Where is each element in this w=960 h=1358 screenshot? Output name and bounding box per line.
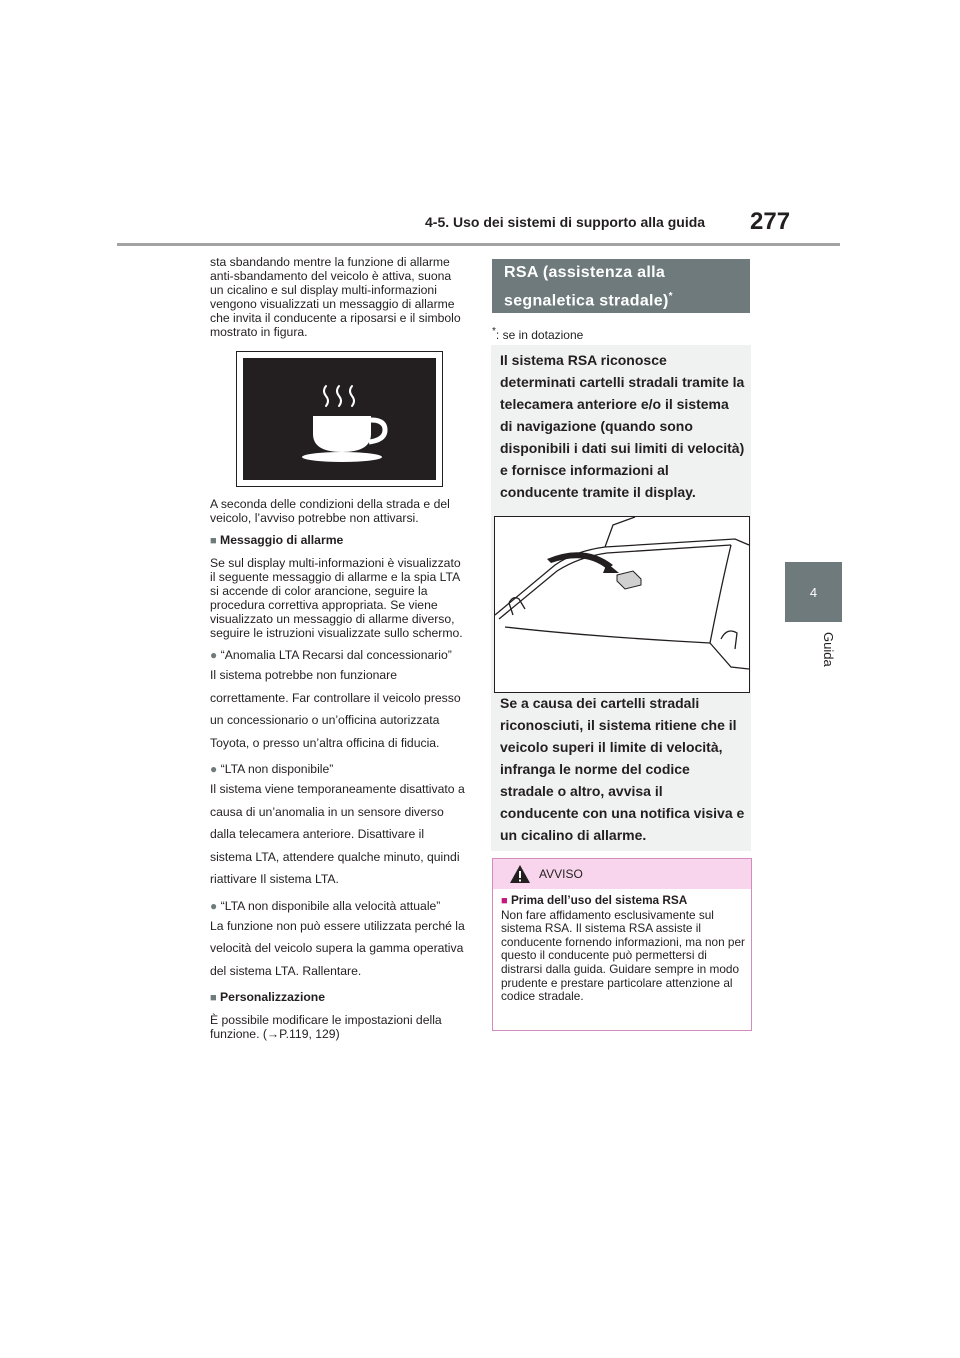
item1-title-text: “Anomalia LTA Recarsi dal concessionario” (220, 648, 452, 662)
item3-text: La funzione non può essere utilizzata perché la velocità del veicolo supera la gamma operativa del sistema LTA. Rallentare. (210, 918, 465, 978)
section-title: 4-5. Uso dei sistemi di supporto alla guida (425, 214, 706, 230)
avviso-header (493, 859, 751, 889)
avviso-heading-label: Prima dell’uso del sistema RSA (510, 893, 688, 907)
message-heading (210, 533, 466, 548)
intro-paragraph: sta sbandando mentre la funzione di allarme anti-sbandamento del veicolo è attiva, suona un cicalino e sul display multi-informazioni vengono visualizzati un messaggio di allarme che invita il conducente a riposarsi e il simbolo mostrato in figura. (210, 255, 461, 339)
item1-text: Il sistema potrebbe non funzionare correttamente. Far controllare il veicolo presso un concessionario o un’officina autorizzata Toyota, o presso un’altra officina di fiducia. (210, 668, 461, 750)
avviso-box (492, 858, 752, 1031)
circle-bullet-icon: ● (210, 762, 218, 776)
rsa-alert-description: Se a causa dei cartelli stradali riconosciuti, il sistema ritiene che il veicolo superi il limite di velocità, infranga le norme del codice stradale o altro, avvisa il conducente con una notifica visiva e un cicalino di allarme. (500, 695, 745, 843)
message-text: Se sul display multi-informazioni è visualizzato il seguente messaggio di allarme e la spia LTA si accende di color arancione, seguire la procedura correttiva appropriata. Se viene visualizzato un messaggio di allarme diverso, seguire le istruzioni visualizzate sullo schermo. (210, 556, 463, 640)
display-screen (243, 358, 436, 480)
rsa-title-line2: segnaletica stradale) (504, 292, 669, 310)
header-rule (117, 243, 840, 246)
after-figure-paragraph: A seconda delle condizioni della strada e del veicolo, l’avviso potrebbe non attivarsi. (210, 497, 450, 525)
square-bullet-icon: ■ (210, 535, 217, 547)
drowsiness-warning-figure (236, 351, 443, 487)
windshield-camera-figure (494, 516, 750, 693)
custom-heading (210, 990, 466, 1005)
left-column (210, 255, 466, 1049)
page-number: 277 (750, 208, 791, 235)
circle-bullet-icon: ● (210, 648, 218, 662)
custom-text: È possibile modificare le impostazioni della funzione. (→P.119, 129) (210, 1013, 442, 1041)
footnote (492, 326, 583, 342)
square-bullet-icon: ■ (501, 895, 508, 907)
chapter-label: Guida (821, 632, 836, 667)
avviso-text: Non fare affidamento esclusivamente sul sistema RSA. Il sistema RSA assiste il conducente fornendo informazioni, ma non per questo il conducente può permettersi di distrarsi dalla guida. Guidare sempre in modo prudente e prestare particolare attenzione al codice stradale. (501, 907, 745, 1004)
avviso-body (501, 894, 745, 1004)
item1-title (210, 648, 466, 662)
car-illustration (495, 517, 749, 692)
avviso-heading (501, 894, 745, 909)
item2-title (210, 762, 466, 776)
item2-title-text: “LTA non disponibile” (220, 762, 334, 776)
coffee-cup-icon (243, 358, 436, 480)
item2-text: Il sistema viene temporaneamente disattivato a causa di un’anomalia in un sensore diverso dalla telecamera anteriore. Disattivare il sistema LTA, attendere qualche minuto, quindi riattivare Il sistema LTA. (210, 782, 465, 886)
rsa-title-line1: RSA (assistenza alla (504, 264, 666, 281)
item3-title (210, 899, 466, 913)
rsa-section-title (492, 259, 750, 313)
square-bullet-icon: ■ (210, 992, 217, 1004)
item3-title-text: “LTA non disponibile alla velocità attuale” (220, 898, 441, 913)
circle-bullet-icon: ● (210, 898, 218, 913)
warning-triangle-icon (509, 864, 531, 884)
avviso-title: AVVISO (539, 867, 583, 881)
footnote-text: : se in dotazione (495, 328, 584, 342)
custom-heading-label: Personalizzazione (220, 990, 326, 1004)
message-heading-label: Messaggio di allarme (220, 533, 344, 547)
rsa-description: Il sistema RSA riconosce determinati cartelli stradali tramite la telecamera anteriore e/o il sistema di navigazione (quando sono disponibili i dati sui limiti di velocità) e fornisce informazioni al conducente tramite il display. (500, 352, 745, 500)
rsa-title-line2-wrap (504, 285, 750, 313)
chapter-tab: 4 (785, 562, 842, 622)
footnote-mark: * (492, 326, 496, 337)
rsa-title-mark: * (668, 291, 673, 302)
